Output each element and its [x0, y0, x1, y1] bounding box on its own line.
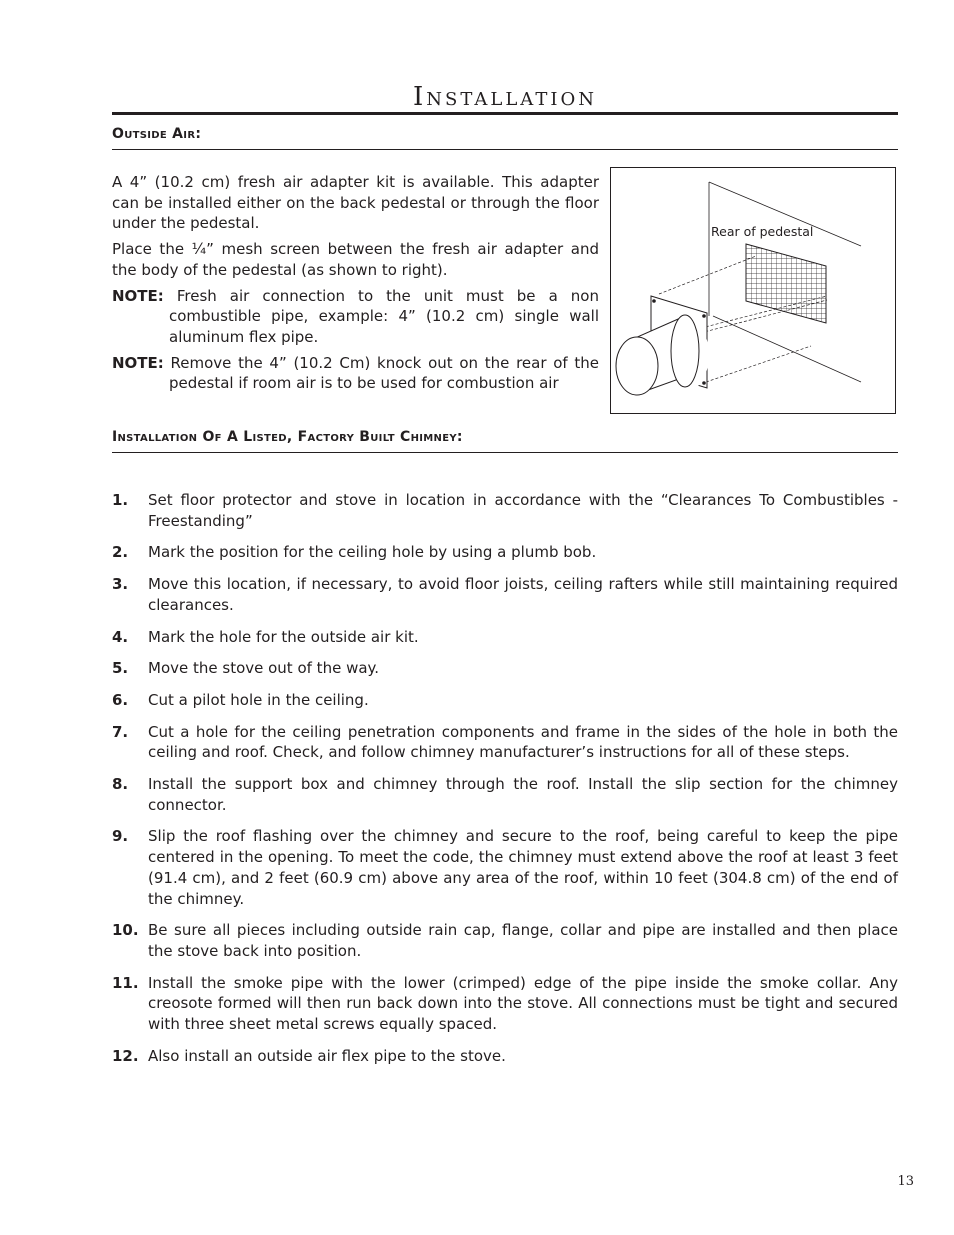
step-number: 5. — [112, 659, 129, 678]
step-number: 7. — [112, 722, 129, 741]
step-item — [112, 1046, 898, 1067]
step-number: 4. — [112, 627, 129, 646]
step-number: 2. — [112, 543, 129, 562]
outside-air-rule — [112, 149, 898, 150]
step-text: Cut a hole for the ceiling penetration components and frame in the sides of the hole in both the ceiling and roof. Check, and follow chimney manufacturer’s instructions for all of these steps. — [148, 722, 898, 762]
step-text: Move the stove out of the way. — [148, 659, 380, 678]
step-item — [112, 542, 898, 563]
step-text: Mark the hole for the outside air kit. — [148, 627, 419, 646]
step-item — [112, 490, 898, 531]
step-text: Install the support box and chimney through the roof. Install the slip section for the chimney connector. — [148, 775, 898, 814]
mesh-screen — [746, 244, 826, 323]
step-item — [112, 722, 898, 763]
fresh-air-adapter-illustration — [611, 168, 897, 415]
step-number: 3. — [112, 575, 129, 594]
step-number: 12. — [112, 1046, 139, 1065]
step-number: 8. — [112, 775, 129, 794]
chimney-steps-list — [112, 490, 898, 1077]
page-number: 13 — [897, 1174, 914, 1189]
adapter-collar — [616, 315, 709, 395]
note-1 — [112, 286, 599, 348]
note-1-text: Fresh air connection to the unit must be a non combustible pipe, example: 4” (10.2 cm) single wall aluminum flex pipe. — [163, 286, 599, 346]
step-text: Also install an outside air flex pipe to the stove. — [148, 1046, 506, 1065]
chimney-heading: Installation Of A Listed, Factory Built Chimney: — [112, 429, 463, 445]
note-2 — [112, 353, 599, 394]
step-item — [112, 774, 898, 815]
step-item — [112, 658, 898, 679]
step-item — [112, 826, 898, 909]
step-item — [112, 920, 898, 961]
step-text: Slip the roof flashing over the chimney and secure to the roof, being careful to keep the pipe centered in the opening. To meet the code, the chimney must extend above the roof at least 3 feet (91.4 cm), and 2 feet (60.9 cm) above any area of the roof, within 10 feet (304.8 cm) of the end of the chimney. — [148, 827, 898, 908]
outside-air-text — [112, 172, 599, 399]
step-item — [112, 973, 898, 1035]
step-text: Cut a pilot hole in the ceiling. — [148, 690, 369, 709]
step-text: Set floor protector and stove in location in accordance with the “Clearances To Combustibles - Freestanding” — [148, 491, 898, 530]
note-1-label: NOTE: — [112, 286, 164, 305]
figure-label: Rear of pedestal — [711, 224, 814, 239]
outside-air-heading: Outside Air: — [112, 126, 202, 142]
note-2-label: NOTE: — [112, 353, 164, 372]
outside-air-paragraph-2: Place the ¼” mesh screen between the fresh air adapter and the body of the pedestal (as shown to right). — [112, 240, 599, 279]
step-number: 9. — [112, 827, 129, 846]
step-item — [112, 627, 898, 648]
step-item — [112, 574, 898, 615]
chimney-rule — [112, 452, 898, 453]
page-title: Installation — [413, 82, 597, 112]
step-text: Install the smoke pipe with the lower (crimped) edge of the pipe inside the smoke collar. Any creosote formed will then run back down into the stove. All connections must be tight and secured with three sheet metal screws equally spaced. — [148, 973, 898, 1034]
fresh-air-adapter-figure — [610, 167, 896, 414]
step-number: 1. — [112, 491, 129, 509]
step-number: 6. — [112, 690, 129, 709]
step-text: Move this location, if necessary, to avoid floor joists, ceiling rafters while still maintaining required clearances. — [148, 575, 898, 614]
title-rule — [112, 112, 898, 115]
step-text: Be sure all pieces including outside rain cap, flange, collar and pipe are installed and then place the stove back into position. — [148, 921, 898, 960]
step-number: 11. — [112, 973, 139, 992]
step-item — [112, 690, 898, 711]
note-2-text: Remove the 4” (10.2 Cm) knock out on the rear of the pedestal if room air is to be used for combustion air — [163, 353, 599, 393]
step-number: 10. — [112, 921, 139, 940]
step-text: Mark the position for the ceiling hole by using a plumb bob. — [148, 543, 597, 562]
outside-air-paragraph-1: A 4” (10.2 cm) fresh air adapter kit is available. This adapter can be installed either on the back pedestal or through the floor under the pedestal. — [112, 173, 599, 233]
